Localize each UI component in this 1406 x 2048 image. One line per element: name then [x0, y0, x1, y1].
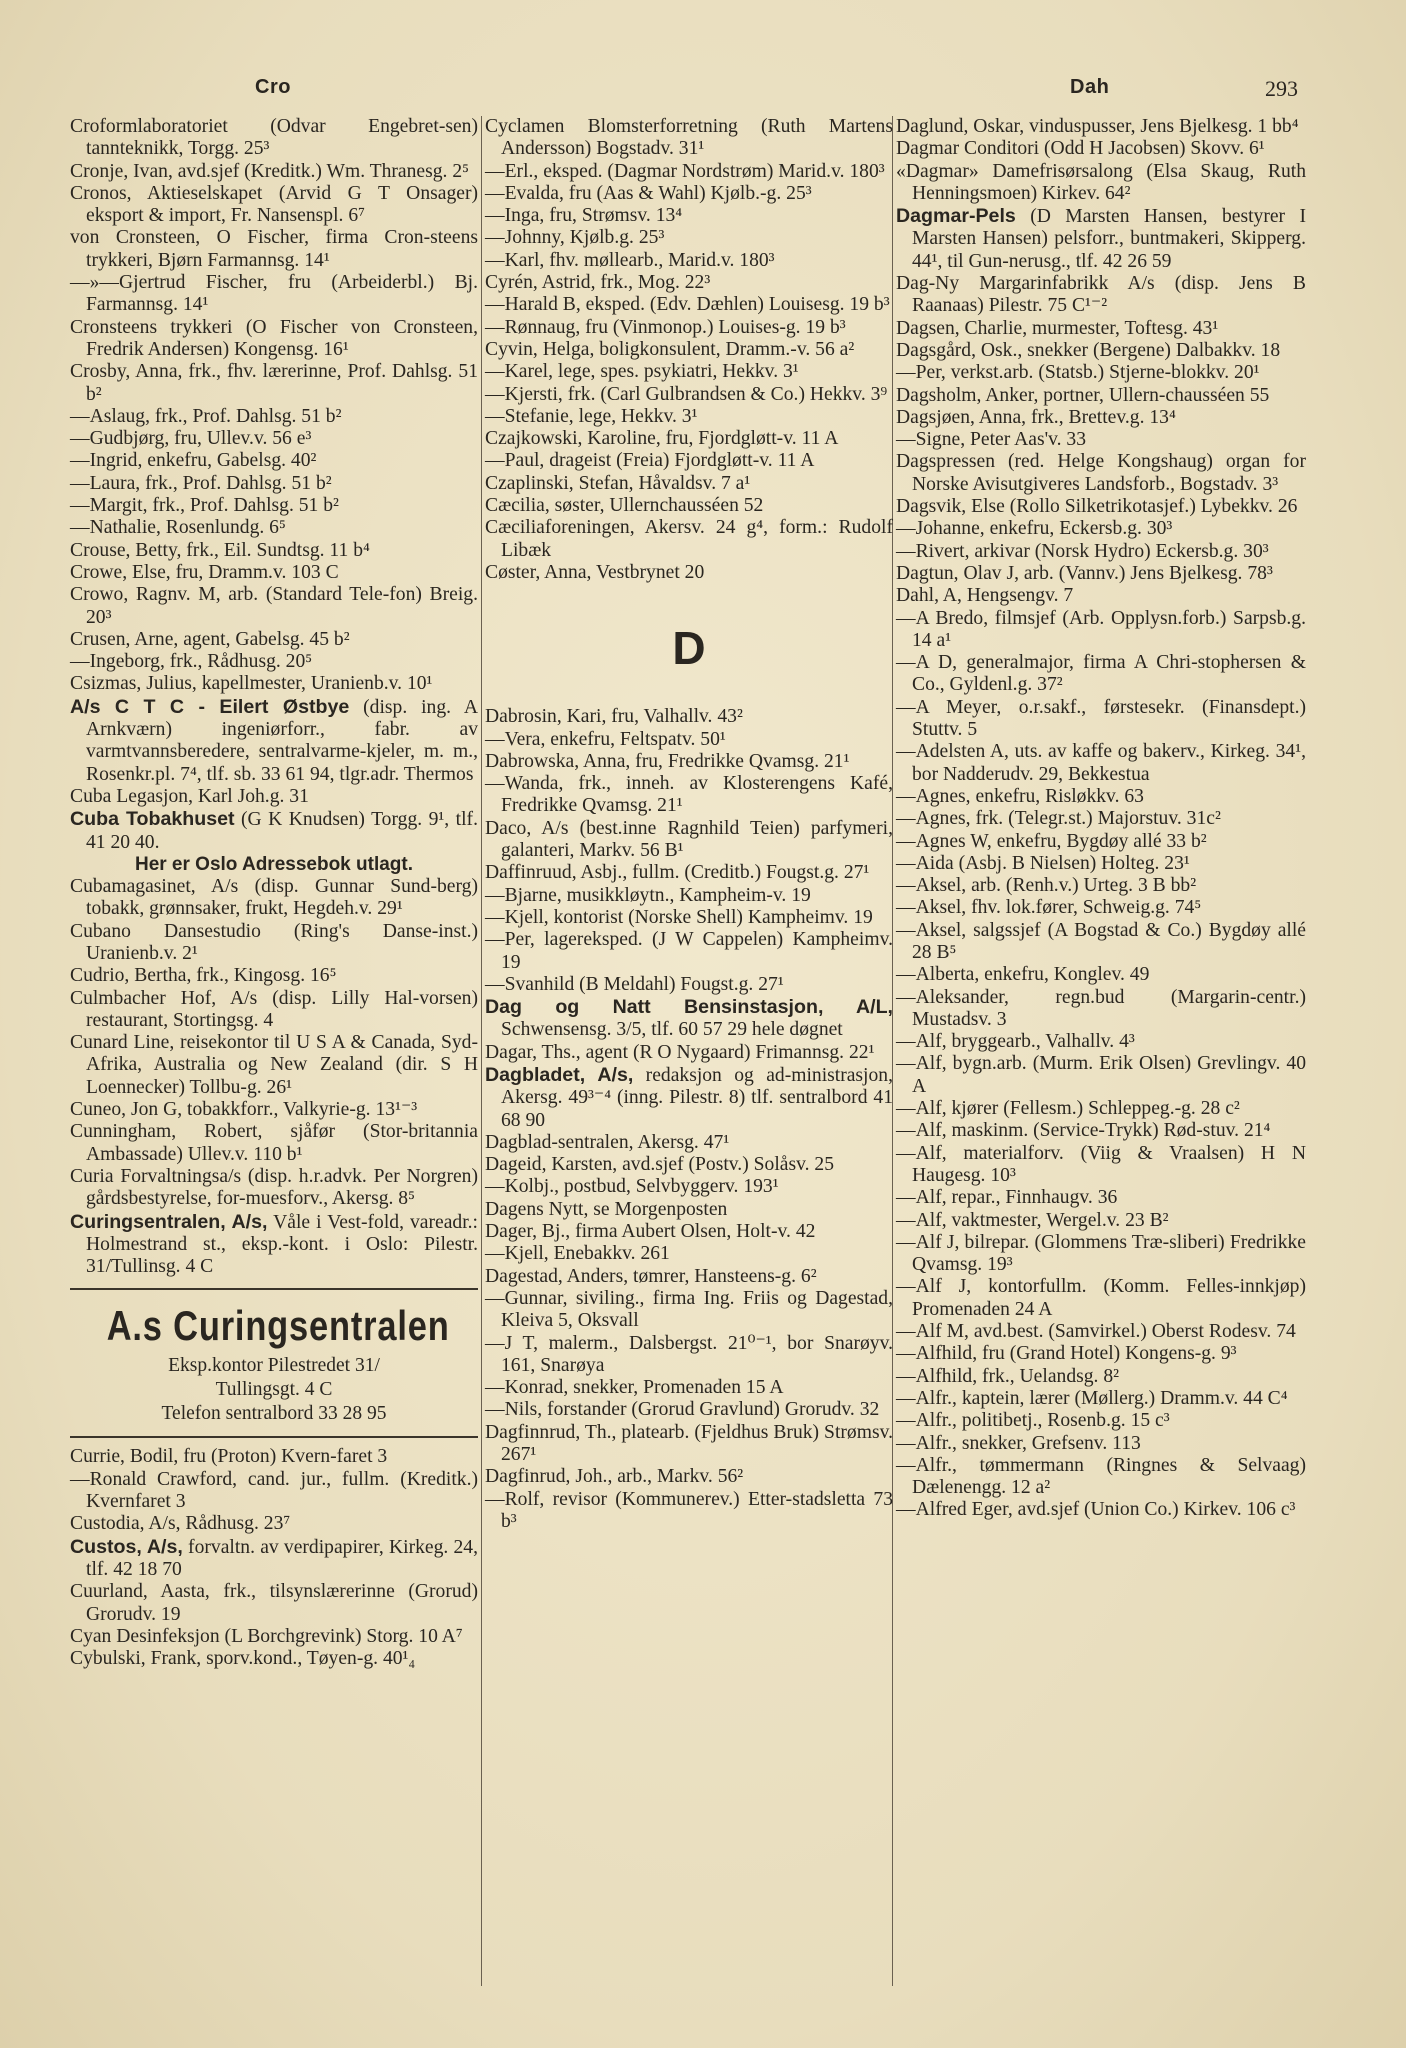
list-item: Cronje, Ivan, avd.sjef (Kreditk.) Wm. Thranesg. 2⁵: [70, 160, 469, 182]
list-item: —Margit, frk., Prof. Dahlsg. 51 b²: [70, 495, 339, 517]
list-item: Dahl, A, Hengsengv. 7: [896, 585, 1074, 607]
list-item: —Alfr., tømmermann (Ringnes & Selvaag) Dælenengg. 12 a²: [896, 1454, 1306, 1499]
list-item: Cæciliaforeningen, Akersv. 24 g⁴, form.: Rudolf Libæk: [485, 517, 893, 561]
ad-title: A.s Curingsentralen: [106, 1302, 450, 1350]
list-item: —Erl., eksped. (Dagmar Nordstrøm) Marid.v. 180³: [485, 160, 885, 182]
list-item: —Rønnaug, fru (Vinmonop.) Louises-g. 19 b³: [485, 316, 846, 338]
list-item: —Alf J, bilrepar. (Glommens Træ-sliberi) Fredrikke Qvamsg. 19³: [896, 1231, 1306, 1276]
list-item: —Aslaug, frk., Prof. Dahlsg. 51 b²: [70, 405, 342, 427]
list-item: Cyan Desinfeksjon (L Borchgrevink) Storg. 10 A⁷: [70, 1625, 463, 1647]
list-item: Cyclamen Blomsterforretning (Ruth Martens Andersson) Bogstadv. 31¹: [485, 116, 893, 160]
list-item: [70, 1211, 478, 1279]
list-item: —Alfr., kaptein, lærer (Møllerg.) Dramm.v. 44 C⁴: [896, 1387, 1288, 1409]
section-letter: D: [672, 622, 706, 675]
list-item: —Harald B, eksped. (Edv. Dæhlen) Louisesg. 19 b³: [485, 294, 890, 316]
list-item: —Alfred Eger, avd.sjef (Union Co.) Kirkev. 106 c³: [896, 1499, 1296, 1521]
list-item: Cyrén, Astrid, frk., Mog. 22³: [485, 272, 711, 294]
list-item: —Adelsten A, uts. av kaffe og bakerv., Kirkeg. 34¹, bor Nadderudv. 29, Bekkestua: [896, 741, 1306, 785]
list-item: —Karel, lege, spes. psykiatri, Hekkv. 3¹: [485, 361, 799, 383]
list-item: Cunard Line, reisekontor til U S A & Canada, Syd-Afrika, Australia og New Zealand (dir. S H Loennecker) Tollbu-g. 26¹: [70, 1032, 478, 1098]
list-item: —Aksel, salgssjef (A Bogstad & Co.) Bygdøy allé 28 B⁵: [896, 919, 1306, 963]
list-item: Dagmar Conditori (Odd H Jacobsen) Skovv. 6¹: [896, 138, 1265, 160]
list-item: —Agnes, enkefru, Risløkkv. 63: [896, 785, 1144, 807]
list-item: —Alfr., politibetj., Rosenb.g. 15 c³: [896, 1410, 1170, 1432]
list-item: Dagfinnrud, Th., platearb. (Fjeldhus Bruk) Strømsv. 267¹: [485, 1421, 893, 1466]
list-item: Currie, Bodil, fru (Proton) Kvern-faret 3: [70, 1446, 388, 1468]
column-divider: [481, 116, 482, 1986]
entry-text: forvaltn. av verdipapirer, Kirkeg. 24, tlf. 42 18 70: [86, 1536, 478, 1580]
list-item: Dagsgård, Osk., snekker (Bergene) Dalbakkv. 18: [896, 339, 1281, 361]
list-item: —J T, malerm., Dalsbergst. 21⁰⁻¹, bor Snarøyv. 161, Snarøya: [485, 1332, 893, 1376]
list-item: —Stefanie, lege, Hekkv. 3¹: [485, 405, 698, 427]
list-item: —Kjell, Enebakkv. 261: [485, 1243, 670, 1265]
list-item: [485, 996, 893, 1042]
entry-list: [896, 273, 1306, 1522]
list-item: [896, 205, 1306, 273]
list-item: Cubano Dansestudio (Ring's Danse-inst.) Uranienb.v. 2¹: [70, 920, 478, 964]
list-item: Dabrosin, Kari, fru, Valhallv. 43²: [485, 706, 743, 728]
list-item: Czajkowski, Karoline, fru, Fjordgløtt-v. 11 A: [485, 428, 839, 450]
list-item: —Ronald Crawford, cand. jur., fullm. (Kreditk.) Kvernfaret 3: [70, 1468, 478, 1513]
column-2: [485, 116, 893, 1533]
column-1: [70, 116, 478, 1670]
list-item: [485, 1064, 893, 1132]
list-item: Dager, Bj., firma Aubert Olsen, Holt-v. 42: [485, 1221, 816, 1243]
ad-line: Telefon sentralbord 33 28 95: [161, 1403, 387, 1425]
list-item: —Alfhild, frk., Uelandsg. 8²: [896, 1365, 1120, 1387]
list-item: —Nils, forstander (Grorud Gravlund) Grorudv. 32: [485, 1399, 880, 1421]
list-item: Dagestad, Anders, tømrer, Hansteens-g. 6²: [485, 1265, 817, 1287]
list-item: Czaplinski, Stefan, Håvaldsv. 7 a¹: [485, 472, 751, 494]
entry-bold-name: Dagmar-Pels: [896, 205, 1016, 228]
list-item: —Vera, enkefru, Feltspatv. 50¹: [485, 728, 726, 750]
list-item: Daglund, Oskar, vinduspusser, Jens Bjelkesg. 1 bb⁴: [896, 116, 1299, 137]
list-item: Dagsen, Charlie, murmester, Toftesg. 43¹: [896, 317, 1219, 339]
list-item: —Konrad, snekker, Promenaden 15 A: [485, 1377, 784, 1399]
list-item: —Johanne, enkefru, Eckersb.g. 30³: [896, 518, 1173, 540]
advertisement: [70, 1288, 478, 1438]
entry-bold-name: Custos, A/s,: [70, 1535, 183, 1558]
list-item: —Kjell, kontorist (Norske Shell) Kampheimv. 19: [485, 906, 873, 928]
list-item: —Wanda, frk., inneh. av Klosterengens Kafé, Fredrikke Qvamsg. 21¹: [485, 773, 893, 817]
list-item: Crouse, Betty, frk., Eil. Sundtsg. 11 b⁴: [70, 539, 370, 561]
list-item: —Per, lagereksped. (J W Cappelen) Kampheimv. 19: [485, 929, 893, 973]
entry-bold-name: Curingsentralen, A/s,: [70, 1210, 268, 1233]
list-item: Custodia, A/s, Rådhusg. 23⁷: [70, 1513, 291, 1535]
column-3: [896, 116, 1306, 1522]
list-item: —Alf, vaktmester, Wergel.v. 23 B²: [896, 1209, 1169, 1231]
list-item: Cudrio, Bertha, frk., Kingosg. 16⁵: [70, 965, 337, 987]
list-item: Dagsholm, Anker, portner, Ullern-chausséen 55: [896, 384, 1270, 406]
list-item: —Alberta, enkefru, Konglev. 49: [896, 964, 1150, 986]
list-item: Crosby, Anna, frk., fhv. lærerinne, Prof. Dahlsg. 51 b²: [70, 361, 478, 405]
list-item: Cuba Legasjon, Karl Joh.g. 31: [70, 785, 309, 807]
list-item: —Bjarne, musikkløytn., Kampheim-v. 19: [485, 884, 811, 906]
list-item: Dagar, Ths., agent (R O Nygaard) Frimannsg. 22¹: [485, 1041, 875, 1063]
list-item: —Inga, fru, Strømsv. 13⁴: [485, 205, 683, 227]
list-item: —Ingrid, enkefru, Gabelsg. 40²: [70, 450, 317, 472]
list-item: [70, 696, 478, 786]
list-item: —Aleksander, regn.bud (Margarin-centr.) Mustadsv. 3: [896, 986, 1306, 1030]
list-item: —Laura, frk., Prof. Dahlsg. 51 b²: [70, 472, 332, 494]
list-item: [70, 808, 478, 854]
list-item: Cuneo, Jon G, tobakkforr., Valkyrie-g. 13¹⁻³: [70, 1099, 418, 1121]
header-right-keyword: Dah: [1070, 76, 1110, 98]
list-item: Dagspressen (red. Helge Kongshaug) organ for Norske Avisutgiveres Landsforb., Bogstadv. 3³: [896, 451, 1306, 495]
entry-text: (disp. ing. A Arnkværn) ingeniørforr., fabr. av varmtvannsberedere, sentralvarme-kjeler, m. m., Rosenkr.pl. 7⁴, tlf. sb. 33 61 94, tlgr.adr. Thermos: [86, 696, 478, 785]
list-item: Cæcilia, søster, Ullernchausséen 52: [485, 495, 764, 517]
list-item: —Alf, bryggearb., Valhallv. 4³: [896, 1031, 1135, 1053]
entry-text: (G K Knudsen) Torgg. 9¹, tlf. 41 20 40.: [86, 809, 478, 853]
list-item: —Alfhild, fru (Grand Hotel) Kongens-g. 9³: [896, 1343, 1237, 1365]
list-item: Cøster, Anna, Vestbrynet 20: [485, 561, 705, 583]
entry-list: [70, 876, 478, 1210]
entry-list: [70, 116, 478, 696]
list-item: Crusen, Arne, agent, Gabelsg. 45 b²: [70, 628, 350, 650]
entry-bold-name: A/s C T C - Eilert Østbye: [70, 695, 350, 718]
list-item: —Kolbj., postbud, Selvbyggerv. 193¹: [485, 1176, 779, 1198]
list-item: —Johnny, Kjølb.g. 25³: [485, 227, 665, 249]
list-item: Crowo, Ragnv. M, arb. (Standard Tele-fon) Breig. 20³: [70, 584, 478, 628]
list-item: Cubamagasinet, A/s (disp. Gunnar Sund-berg) tobakk, grønnsaker, frukt, Hegdeh.v. 29¹: [70, 876, 478, 920]
entry-list: [485, 706, 893, 996]
list-item: Culmbacher Hof, A/s (disp. Lilly Hal-vorsen) restaurant, Stortingsg. 4: [70, 987, 478, 1031]
list-item: von Cronsteen, O Fischer, firma Cron-steens trykkeri, Bjørn Farmannsg. 14¹: [70, 227, 478, 271]
list-item: —Alf, bygn.arb. (Murm. Erik Olsen) Grevlingv. 40 A: [896, 1053, 1306, 1097]
list-item: —Gudbjørg, fru, Ullev.v. 56 e³: [70, 428, 312, 450]
list-item: Dagtun, Olav J, arb. (Vannv.) Jens Bjelkesg. 78³: [896, 562, 1273, 584]
list-item: Croformlaboratoriet (Odvar Engebret-sen) tannteknikk, Torgg. 25³: [70, 116, 478, 160]
page-number: 293: [1265, 76, 1298, 101]
list-item: Cybulski, Frank, sporv.kond., Tøyen-g. 40¹₄: [70, 1648, 416, 1670]
ad-line: Tullingsgt. 4 C: [215, 1379, 333, 1401]
list-item: —Alf, repar., Finnhaugv. 36: [896, 1187, 1118, 1209]
entry-text: (D Marsten Hansen, bestyrer I Marsten Hansen) pelsforr., buntmakeri, Skipperg. 44¹, til Gun-nerusg., tlf. 42 26 59: [912, 206, 1306, 272]
list-item: —Alf, materialforv. (Viig & Vraalsen) H N Haugesg. 10³: [896, 1142, 1306, 1186]
list-item: Csizmas, Julius, kapellmester, Uranienb.v. 10¹: [70, 673, 433, 695]
entry-text: Schwensensg. 3/5, tlf. 60 57 29 hele døgnet: [501, 1019, 843, 1041]
list-item: —Ingeborg, frk., Rådhusg. 20⁵: [70, 651, 313, 673]
list-item: —Signe, Peter Aas'v. 33: [896, 429, 1087, 451]
entry-list: [70, 1446, 478, 1535]
list-item: —Per, verkst.arb. (Statsb.) Stjerne-blokkv. 20¹: [896, 362, 1260, 384]
list-item: —A Bredo, filmsjef (Arb. Opplysn.forb.) Sarpsb.g. 14 a¹: [896, 607, 1306, 651]
entry-list: [896, 116, 1306, 205]
list-item: —Gunnar, siviling., firma Ing. Friis og Dagestad, Kleiva 5, Oksvall: [485, 1287, 893, 1332]
list-item: —Nathalie, Rosenlundg. 6⁵: [70, 517, 286, 539]
list-item: —Alf, maskinm. (Service-Trykk) Rød-stuv. 21⁴: [896, 1120, 1271, 1142]
list-item: Dageid, Karsten, avd.sjef (Postv.) Solåsv. 25: [485, 1154, 834, 1176]
list-item: —Agnes, frk. (Telegr.st.) Majorstuv. 31c²: [896, 808, 1221, 830]
list-item: —A Meyer, o.r.sakf., førstesekr. (Finansdept.) Stuttv. 5: [896, 696, 1306, 741]
list-item: —Alfr., snekker, Grefsenv. 113: [896, 1432, 1141, 1454]
list-item: Dabrowska, Anna, fru, Fredrikke Qvamsg. 21¹: [485, 750, 850, 772]
list-item: —Aksel, fhv. lok.fører, Schweig.g. 74⁵: [896, 897, 1202, 919]
header-left-keyword: Cro: [255, 76, 291, 98]
ad-line: Eksp.kontor Pilestredet 31/: [168, 1355, 380, 1377]
list-item: —Svanhild (B Meldahl) Fougst.g. 27¹: [485, 973, 784, 995]
list-item: Cronsteens trykkeri (O Fischer von Cronsteen, Fredrik Andersen) Kongensg. 16¹: [70, 316, 478, 360]
notice-line: Her er Oslo Adressebok utlagt.: [134, 853, 414, 875]
list-item: —Rivert, arkivar (Norsk Hydro) Eckersb.g. 30³: [896, 540, 1269, 562]
list-item: —Aida (Asbj. B Nielsen) Holteg. 23¹: [896, 852, 1190, 874]
list-item: Cunningham, Robert, sjåfør (Stor-britannia Ambassade) Ullev.v. 110 b¹: [70, 1121, 478, 1165]
list-item: Daco, A/s (best.inne Ragnhild Teien) parfymeri, galanteri, Markv. 56 B¹: [485, 817, 893, 862]
list-item: —Agnes W, enkefru, Bygdøy allé 33 b²: [896, 830, 1207, 852]
list-item: Dagsvik, Else (Rollo Silketrikotasjef.) Lybekkv. 26: [896, 496, 1298, 518]
list-item: —Karl, fhv. møllearb., Marid.v. 180³: [485, 249, 775, 271]
list-item: —Evalda, fru (Aas & Wahl) Kjølb.-g. 25³: [485, 182, 812, 204]
list-item: Cuurland, Aasta, frk., tilsynslærerinne (Grorud) Grorudv. 19: [70, 1581, 478, 1625]
list-item: «Dagmar» Damefrisørsalong (Elsa Skaug, Ruth Henningsmoen) Kirkev. 64²: [896, 160, 1306, 204]
list-item: [70, 1536, 478, 1582]
list-item: Cyvin, Helga, boligkonsulent, Dramm.-v. 56 a²: [485, 338, 855, 360]
list-item: Curia Forvaltningsa/s (disp. h.r.advk. Per Norgren) gårdsbestyrelse, for-muesforv., Akersg. 8⁵: [70, 1165, 478, 1210]
list-item: —Kjersti, frk. (Carl Gulbrandsen & Co.) Hekkv. 3⁹: [485, 383, 888, 405]
list-item: Dag-Ny Margarinfabrikk A/s (disp. Jens B Raanaas) Pilestr. 75 C¹⁻²: [896, 273, 1306, 317]
list-item: Dagfinrud, Joh., arb., Markv. 56²: [485, 1466, 744, 1488]
list-item: Cronos, Aktieselskapet (Arvid G T Onsager) eksport & import, Fr. Nansenspl. 6⁷: [70, 182, 478, 227]
list-item: —»—Gjertrud Fischer, fru (Arbeiderbl.) Bj. Farmannsg. 14¹: [70, 272, 478, 316]
entry-list: [485, 116, 893, 584]
list-item: —Alf J, kontorfullm. (Komm. Felles-innkjøp) Promenaden 24 A: [896, 1276, 1306, 1320]
list-item: Dagens Nytt, se Morgenposten: [485, 1198, 728, 1220]
entry-bold-name: Dag og Natt Bensinstasjon, A/L,: [485, 996, 893, 1019]
list-item: —Alf M, avd.best. (Samvirkel.) Oberst Rodesv. 74: [896, 1321, 1296, 1343]
entry-bold-name: Cuba Tobakhuset: [70, 808, 235, 831]
entry-text: redaksjon og ad-ministrasjon, Akersg. 49³⁻⁴ (inng. Pilestr. 8) tlf. sentralbord 41 68 90: [501, 1064, 893, 1131]
list-item: Crowe, Else, fru, Dramm.v. 103 C: [70, 561, 339, 583]
list-item: —Aksel, arb. (Renh.v.) Urteg. 3 B bb²: [896, 875, 1197, 897]
list-item: —A D, generalmajor, firma A Chri-stophersen & Co., Gyldenl.g. 37²: [896, 652, 1306, 696]
list-item: Dagsjøen, Anna, frk., Brettev.g. 13⁴: [896, 406, 1176, 428]
entry-list: [70, 1581, 478, 1670]
list-item: —Rolf, revisor (Kommunerev.) Etter-stadsletta 73 b³: [485, 1488, 893, 1532]
entry-text: Våle i Vest-fold, vareadr.: Holmestrand st., eksp.-kont. i Oslo: Pilestr. 31/Tullinsg. 4 C: [86, 1211, 478, 1278]
list-item: Dagblad-sentralen, Akersg. 47¹: [485, 1131, 730, 1153]
list-item: —Alf, kjører (Fellesm.) Schleppeg.-g. 28 c²: [896, 1098, 1240, 1120]
entry-list: [485, 1132, 893, 1533]
list-item: Daffinruud, Asbj., fullm. (Creditb.) Fougst.g. 27¹: [485, 862, 870, 884]
list-item: —Paul, drageist (Freia) Fjordgløtt-v. 11 A: [485, 450, 815, 472]
entry-bold-name: Dagbladet, A/s,: [485, 1063, 634, 1086]
